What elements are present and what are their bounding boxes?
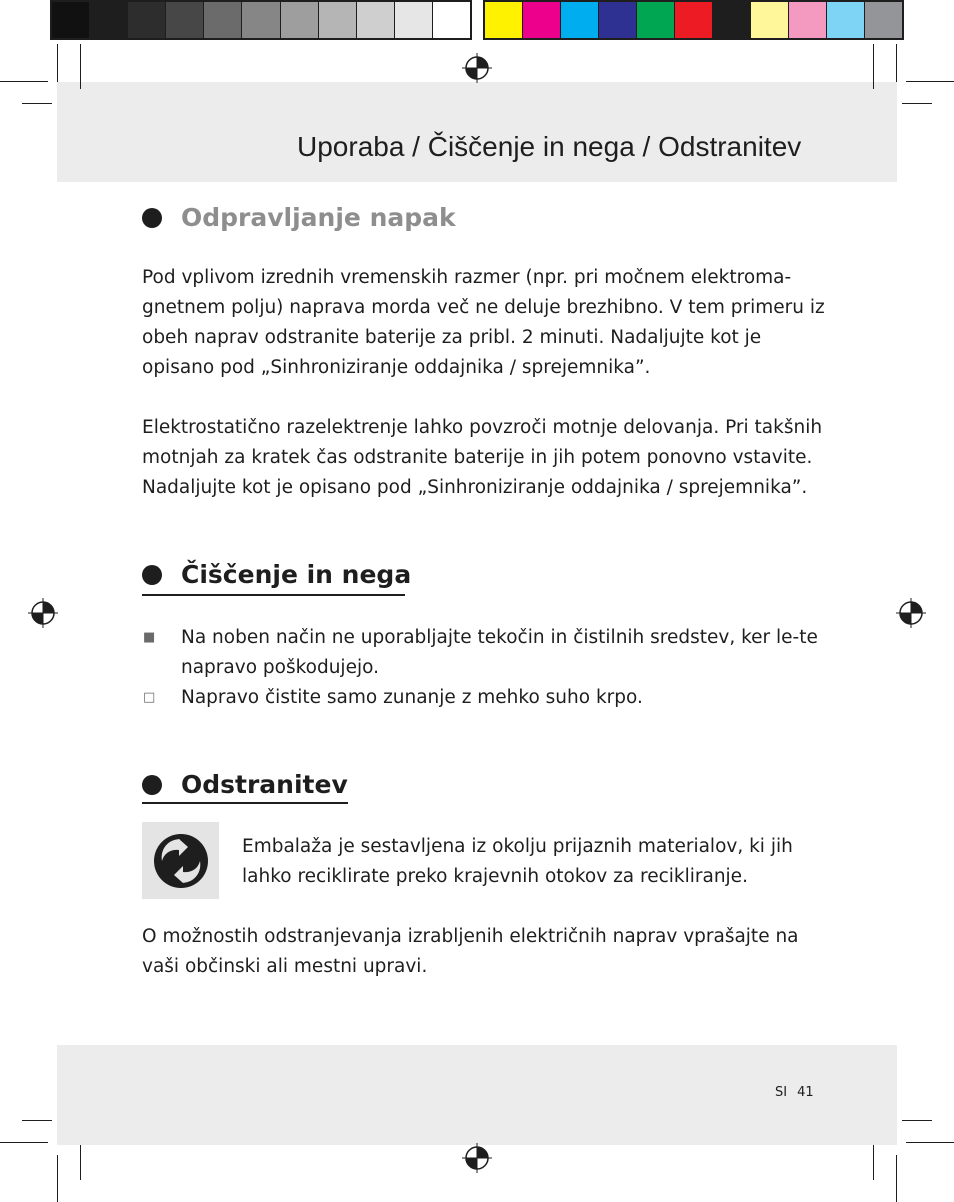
green-dot-recycling-icon bbox=[152, 832, 210, 890]
section-heading-cleaning bbox=[142, 557, 411, 593]
color-swatch bbox=[827, 2, 865, 38]
color-swatch bbox=[865, 2, 902, 38]
color-swatch bbox=[128, 2, 166, 38]
paragraph: Elektrostatično razelektrenje lahko povzroči motnje delovanja. Pri takšnih motnjah za kratek čas odstranite baterije in jih potem ponovno vstavite. Nadaljujte kot je opisano pod „Sinhroniziranje oddajnika / sprejemnika”. bbox=[142, 417, 823, 498]
section-heading-disposal bbox=[142, 767, 348, 803]
section-heading-troubleshooting bbox=[142, 200, 456, 236]
crop-mark bbox=[80, 44, 81, 89]
crop-mark bbox=[906, 81, 954, 82]
crop-mark bbox=[22, 103, 52, 104]
list-item-text: Na noben način ne uporabljajte tekočin in čistilnih sredstev, ker le-te napravo poškodujejo. bbox=[181, 627, 818, 678]
registration-mark-icon bbox=[462, 1143, 492, 1173]
crop-mark bbox=[0, 81, 48, 82]
color-swatch bbox=[599, 2, 637, 38]
language-code: SI bbox=[775, 1085, 788, 1100]
grayscale-calibration-strip bbox=[50, 0, 472, 40]
color-swatch bbox=[357, 2, 395, 38]
packaging-text: Embalaža je sestavljena iz okolju prijaznih materialov, ki jih lahko reciklirate preko krajevnih otokov za recikliranje. bbox=[242, 836, 793, 887]
color-swatch bbox=[713, 2, 751, 38]
color-swatch bbox=[166, 2, 204, 38]
crop-mark bbox=[902, 1120, 932, 1121]
color-swatch bbox=[242, 2, 280, 38]
section-title: Odstranitev bbox=[181, 770, 348, 799]
crop-mark bbox=[80, 1145, 81, 1180]
registration-mark-icon bbox=[462, 53, 492, 83]
bullet-dot-icon bbox=[142, 565, 162, 585]
recycling-symbol-box bbox=[142, 822, 219, 899]
color-swatch bbox=[751, 2, 789, 38]
crop-mark bbox=[0, 1142, 48, 1143]
crop-mark bbox=[896, 44, 897, 82]
color-swatch bbox=[433, 2, 470, 38]
crop-mark bbox=[902, 103, 932, 104]
page-number bbox=[775, 1085, 824, 1100]
color-swatch bbox=[204, 2, 242, 38]
crop-mark bbox=[896, 1155, 897, 1202]
crop-mark bbox=[906, 1142, 954, 1143]
color-swatch bbox=[561, 2, 599, 38]
checkbox-bullet-icon: □ bbox=[143, 690, 156, 705]
bullet-dot-icon bbox=[142, 775, 162, 795]
section-title: Čiščenje in nega bbox=[181, 560, 412, 589]
crop-mark bbox=[22, 1120, 52, 1121]
footer-band bbox=[57, 1045, 897, 1145]
section-title: Odpravljanje napak bbox=[181, 203, 456, 232]
appliance-disposal-text: O možnostih odstranjevanja izrabljenih električnih naprav vprašajte na vaši občinski ali mestni upravi. bbox=[142, 926, 799, 977]
list-item bbox=[142, 683, 832, 713]
registration-mark-icon bbox=[28, 598, 58, 628]
bullet-dot-icon bbox=[142, 208, 162, 228]
paragraph: Pod vplivom izrednih vremenskih razmer (npr. pri močnem elektroma-gnetnem polju) naprava morda več ne deluje brezhibno. V tem primeru iz obeh naprav odstranite baterije za pribl. 2 minuti. Nadaljujte kot je opisano pod „Sinhroniziranje oddajnika / sprejemnika”. bbox=[142, 267, 825, 378]
list-item-text: Napravo čistite samo zunanje z mehko suho krpo. bbox=[181, 687, 643, 708]
color-swatch bbox=[789, 2, 827, 38]
crop-mark bbox=[57, 1155, 58, 1202]
crop-mark bbox=[873, 1145, 874, 1180]
crop-mark bbox=[873, 44, 874, 89]
page-header-title: Uporaba / Čiščenje in nega / Odstranitev bbox=[297, 131, 802, 162]
square-bullet-icon: ■ bbox=[143, 630, 156, 645]
color-swatch bbox=[637, 2, 675, 38]
heading-underline bbox=[142, 594, 405, 596]
color-swatch bbox=[319, 2, 357, 38]
color-calibration-strip bbox=[483, 0, 904, 40]
color-swatch bbox=[523, 2, 561, 38]
list-item bbox=[142, 623, 832, 683]
heading-underline bbox=[142, 802, 348, 804]
color-swatch bbox=[281, 2, 319, 38]
color-swatch bbox=[395, 2, 433, 38]
color-swatch bbox=[90, 2, 128, 38]
crop-mark bbox=[57, 44, 58, 82]
color-swatch bbox=[485, 2, 523, 38]
page-number-value: 41 bbox=[797, 1085, 814, 1100]
registration-mark-icon bbox=[896, 598, 926, 628]
color-swatch bbox=[52, 2, 90, 38]
color-swatch bbox=[675, 2, 713, 38]
